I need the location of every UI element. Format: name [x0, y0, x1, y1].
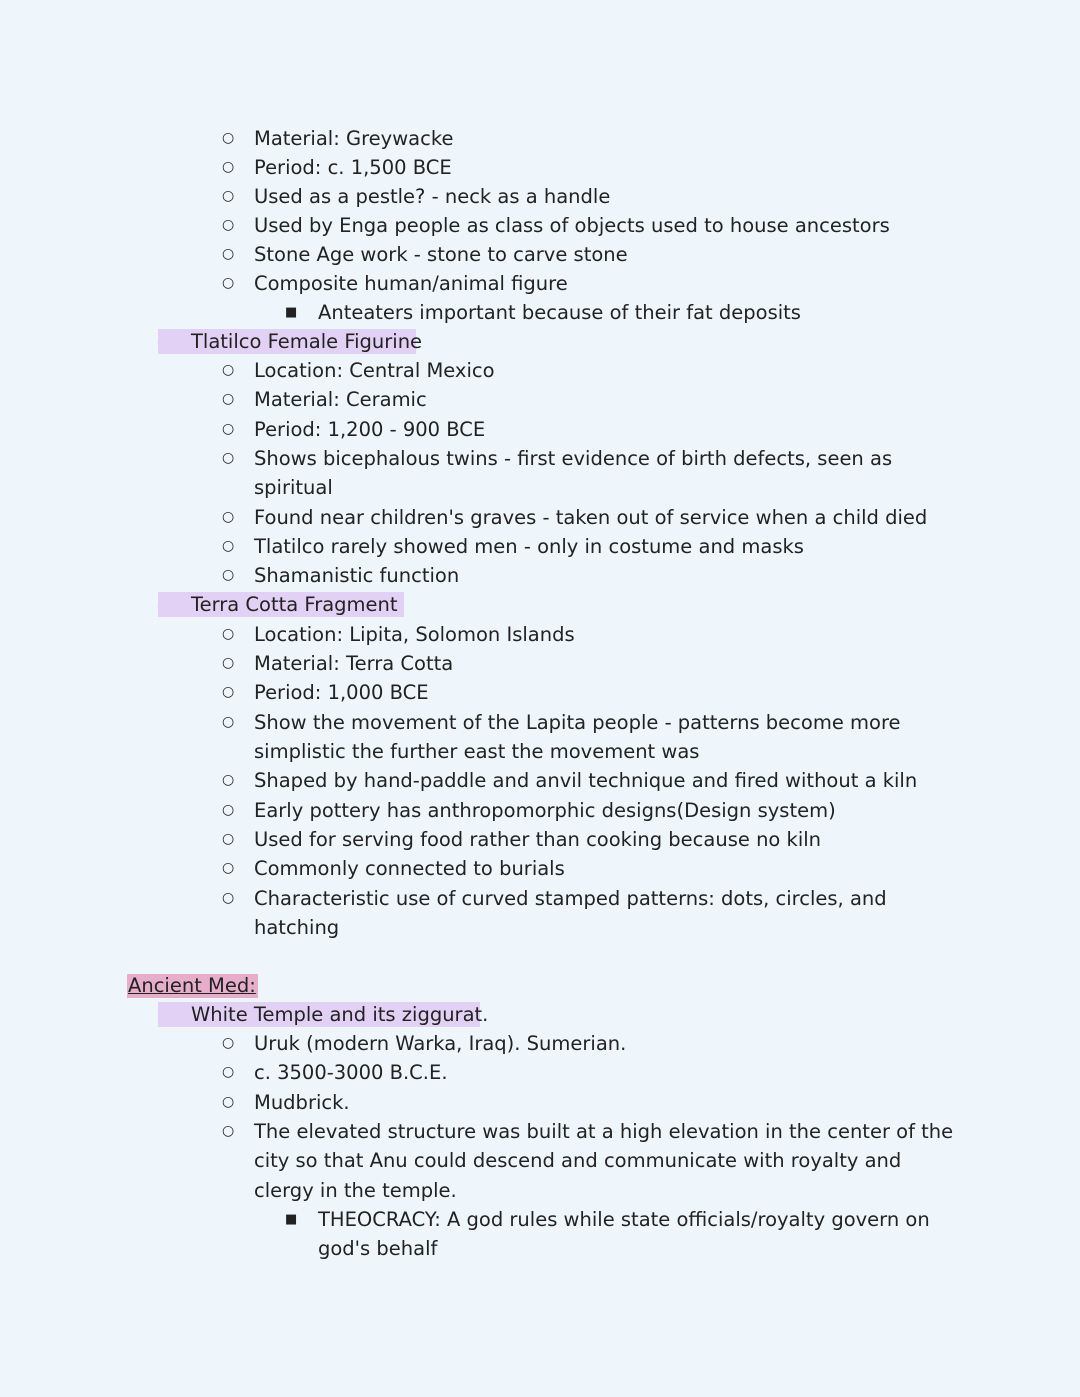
hollow-bullet-icon — [222, 444, 234, 473]
hollow-bullet-icon — [222, 766, 234, 795]
hollow-bullet-icon — [222, 124, 234, 153]
hollow-bullet-icon — [222, 385, 234, 414]
hollow-bullet-icon — [222, 153, 234, 182]
hollow-bullet-icon — [222, 796, 234, 825]
hollow-bullet-icon — [222, 415, 234, 444]
hollow-bullet-icon — [222, 1117, 234, 1146]
hollow-bullet-icon — [222, 561, 234, 590]
hollow-bullet-icon — [222, 503, 234, 532]
hollow-bullet-icon — [222, 884, 234, 913]
section-title: Tlatilco Female Figurine — [191, 330, 423, 353]
hollow-bullet-icon — [222, 1088, 234, 1117]
hollow-bullet-icon — [222, 825, 234, 854]
hollow-bullet-icon — [222, 620, 234, 649]
hollow-bullet-icon — [222, 211, 234, 240]
hollow-bullet-icon — [222, 356, 234, 385]
hollow-bullet-icon — [222, 708, 234, 737]
hollow-bullet-icon — [222, 678, 234, 707]
hollow-bullet-icon — [222, 854, 234, 883]
hollow-bullet-icon — [222, 1029, 234, 1058]
square-bullet-icon — [285, 298, 297, 327]
title-highlight — [158, 1002, 489, 1027]
section-title: White Temple and its ziggurat. — [191, 1003, 489, 1026]
square-bullet-icon — [285, 1205, 297, 1234]
hollow-bullet-icon — [222, 1058, 234, 1087]
title-highlight — [158, 329, 423, 354]
hollow-bullet-icon — [222, 240, 234, 269]
section-title: Terra Cotta Fragment — [191, 593, 398, 616]
section-heading: Ancient Med: — [128, 974, 256, 997]
hollow-bullet-icon — [222, 182, 234, 211]
title-highlight — [158, 592, 404, 617]
hollow-bullet-icon — [222, 269, 234, 298]
hollow-bullet-icon — [222, 532, 234, 561]
notes-page: ○ Material: Greywacke ○ Period: c. 1,500 BCE ○ Used as a pestle? - neck as a handle ○ Used by Enga people as class of objects used to house ancestors ○ Stone Age work - stone to carve stone ○ Composite human/animal figure ■ Anteaters important because of their fat deposits ● Tlatilco Female Figurine ○ Location: Central Mexico ○ Material: Ceramic ○ Period: 1,200 - 900 BCE ○ Shows bicephalous twins - first evidence of birth defects, seen as spiritual ○ Found near children's graves - taken out of service when a child died ○ Tlatilco rarely showed men - only in costume and masks ○ Shamanistic function ● Terra Cotta Fragment ○ Location: Lipita, Solomon Islands ○ Material: Terra Cotta ○ Period: 1,000 BCE ○ Show the movement of the Lapita people - patterns become more simplistic the further east the movement was ○ Shaped by hand-paddle and anvil technique and fired without a kiln ○ Early pottery has anthropomorphic designs(Design system) ○ Used for serving food rather than cooking because no kiln ○ Commonly connected to burials ○ Characteristic use of curved stamped patterns: dots, circles, and hatching Ancient Med: ● White Temple and its ziggurat. ○ Uruk (modern Warka, Iraq). Sumerian. ○ c. 3500-3000 B.C.E. ○ Mudbrick. ○ The elevated structure was built at a high elevation in the center of the city so that Anu could descend and communicate with royalty and clergy in the temple. ■ THEOCRACY: A god rules while state officials/royalty govern on god's behalf — [0, 0, 1080, 1397]
hollow-bullet-icon — [222, 649, 234, 678]
